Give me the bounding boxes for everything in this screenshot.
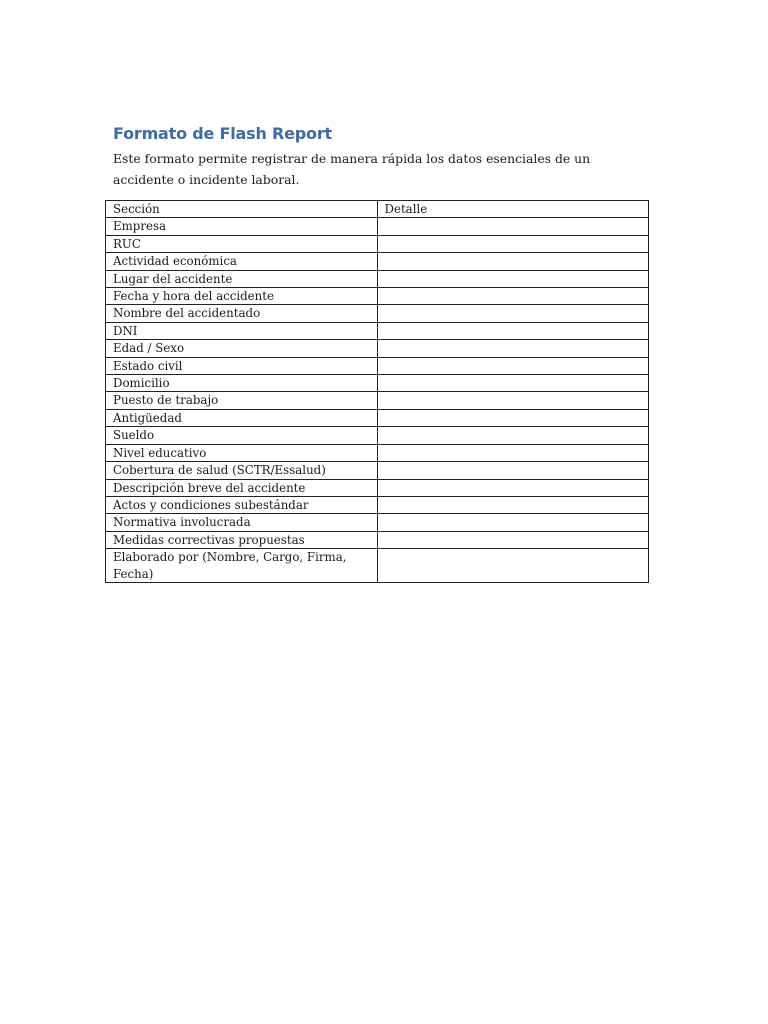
table-row: [106, 305, 649, 322]
detail-cell[interactable]: [377, 514, 649, 531]
table-row: [106, 253, 649, 270]
document-title: Formato de Flash Report: [113, 124, 332, 143]
detail-cell[interactable]: [377, 427, 649, 444]
section-cell: Actos y condiciones subestándar: [106, 496, 378, 513]
section-cell: Empresa: [106, 218, 378, 235]
section-cell: Medidas correctivas propuestas: [106, 531, 378, 548]
detail-cell[interactable]: [377, 392, 649, 409]
section-cell: Cobertura de salud (SCTR/Essalud): [106, 462, 378, 479]
table-row: [106, 218, 649, 235]
section-cell: Edad / Sexo: [106, 340, 378, 357]
detail-cell[interactable]: [377, 288, 649, 305]
header-seccion: Sección: [106, 201, 378, 218]
detail-cell[interactable]: [377, 375, 649, 392]
table-row: [106, 531, 649, 548]
detail-cell[interactable]: [377, 270, 649, 287]
table-row: [106, 444, 649, 461]
table-row: [106, 288, 649, 305]
detail-cell[interactable]: [377, 409, 649, 426]
detail-cell[interactable]: [377, 235, 649, 252]
table-row: [106, 427, 649, 444]
detail-cell[interactable]: [377, 549, 649, 583]
table-row: [106, 357, 649, 374]
section-cell: Puesto de trabajo: [106, 392, 378, 409]
detail-cell[interactable]: [377, 322, 649, 339]
section-cell: Normativa involucrada: [106, 514, 378, 531]
section-cell: Elaborado por (Nombre, Cargo, Firma, Fecha): [106, 549, 378, 583]
section-cell: Nivel educativo: [106, 444, 378, 461]
section-cell: Antigüedad: [106, 409, 378, 426]
section-cell: DNI: [106, 322, 378, 339]
intro-paragraph: Este formato permite registrar de manera rápida los datos esenciales de un accidente o incidente laboral.: [113, 151, 591, 187]
table-row: [106, 479, 649, 496]
section-cell: Lugar del accidente: [106, 270, 378, 287]
table-header-row: [106, 201, 649, 218]
detail-cell[interactable]: [377, 340, 649, 357]
table-row: [106, 496, 649, 513]
section-cell: Estado civil: [106, 357, 378, 374]
table-row: [106, 549, 649, 583]
table-row: [106, 392, 649, 409]
table-row: [106, 270, 649, 287]
detail-cell[interactable]: [377, 496, 649, 513]
detail-cell[interactable]: [377, 218, 649, 235]
flash-report-table: [105, 200, 649, 583]
section-cell: Nombre del accidentado: [106, 305, 378, 322]
section-cell: RUC: [106, 235, 378, 252]
detail-cell[interactable]: [377, 531, 649, 548]
detail-cell[interactable]: [377, 253, 649, 270]
table-row: [106, 235, 649, 252]
detail-cell[interactable]: [377, 444, 649, 461]
section-cell: Sueldo: [106, 427, 378, 444]
table-row: [106, 322, 649, 339]
detail-cell[interactable]: [377, 479, 649, 496]
detail-cell[interactable]: [377, 462, 649, 479]
section-cell: Descripción breve del accidente: [106, 479, 378, 496]
table-row: [106, 375, 649, 392]
table-row: [106, 462, 649, 479]
detail-cell[interactable]: [377, 305, 649, 322]
section-cell: Actividad económica: [106, 253, 378, 270]
section-cell: Domicilio: [106, 375, 378, 392]
section-cell: Fecha y hora del accidente: [106, 288, 378, 305]
table-row: [106, 514, 649, 531]
detail-cell[interactable]: [377, 357, 649, 374]
table-row: [106, 340, 649, 357]
header-detalle: Detalle: [377, 201, 649, 218]
table-row: [106, 409, 649, 426]
